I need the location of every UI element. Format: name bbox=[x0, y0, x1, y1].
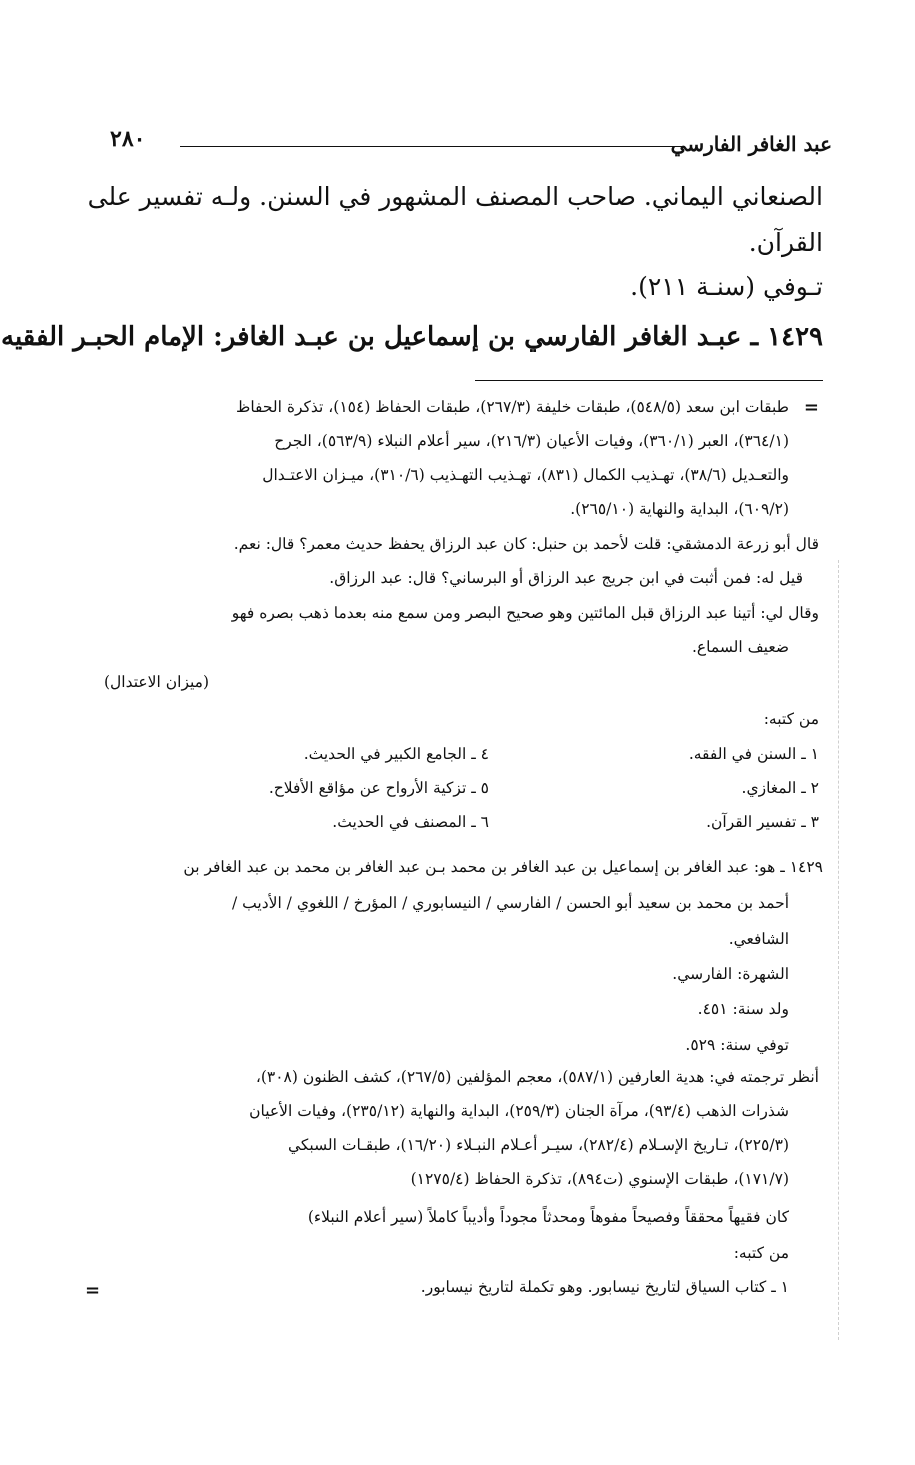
books-list bbox=[219, 742, 819, 852]
books-column-left bbox=[269, 742, 489, 844]
footnote-continuation-marker: = bbox=[803, 397, 819, 418]
footnote-line: كان فقيهاً محققاً وفصيحاً مفوهاً ومحدثاً مجوداً وأديباً كاملاً (سير أعلام النبلاء) bbox=[307, 1208, 789, 1226]
footnote-line: (٣٦٤/١)، العبر (٣٦٠/١)، وفيات الأعيان (٢١٦/٣)، سير أعلام النبلاء (٥٦٣/٩)، الجرح bbox=[274, 432, 789, 450]
header-rule bbox=[180, 146, 682, 147]
main-text-line: الصنعاني اليماني. صاحب المصنف المشهور في السنن. ولـه تفسير على bbox=[87, 182, 823, 211]
footnote-line: (٢٢٥/٣)، تـاريخ الإسـلام (٢٨٢/٤)، سيـر أعـلام النبـلاء (١٦/٢٠)، طبقـات السبكي bbox=[287, 1136, 789, 1154]
footnote-line: من كتبه: bbox=[733, 1244, 789, 1262]
running-header bbox=[110, 126, 832, 166]
scan-margin-line bbox=[838, 560, 840, 1340]
quote-source: (ميزان الاعتدال) bbox=[104, 673, 210, 691]
book-item: ٤ ـ الجامع الكبير في الحديث. bbox=[303, 745, 489, 763]
footnote-line: والتعـديل (٣٨/٦)، تهـذيب الكمال (٨٣١)، تهـذيب التهـذيب (٣١٠/٦)، ميـزان الاعتـدال bbox=[262, 466, 789, 484]
footnote-line: ولد سنة: ٤٥١. bbox=[697, 1000, 789, 1018]
book-item: ٢ ـ المغازي. bbox=[741, 779, 819, 797]
books-column-right bbox=[689, 742, 819, 844]
footnote-line: (١٧١/٧)، طبقات الإسنوي (ت٨٩٤)، تذكرة الحفاظ (١٢٧٥/٤) bbox=[410, 1170, 789, 1188]
footnote-line: شذرات الذهب (٩٣/٤)، مرآة الجنان (٢٥٩/٣)، البداية والنهاية (٢٣٥/١٢)، وفيات الأعيان bbox=[249, 1102, 789, 1120]
footnote-line: توفي سنة: ٥٢٩. bbox=[685, 1036, 789, 1054]
footnote-line: أنظر ترجمته في: هدية العارفين (٥٨٧/١)، معجم المؤلفين (٢٦٧/٥)، كشف الظنون (٣٠٨)، bbox=[255, 1068, 819, 1086]
book-item: ٦ ـ المصنف في الحديث. bbox=[332, 813, 489, 831]
running-title: عبد الغافر الفارسي bbox=[670, 132, 832, 156]
footnote-line: الشافعي. bbox=[728, 930, 789, 948]
footnote-line: وقال لي: أتينا عبد الرزاق قبل المائتين وهو صحيح البصر ومن سمع منه بعدما ذهب بصره فهو bbox=[231, 604, 819, 622]
footnote-separator bbox=[475, 380, 823, 381]
footnote-line: ضعيف السماع. bbox=[691, 638, 789, 656]
main-text-line: القرآن. bbox=[748, 228, 823, 257]
footnote-line: أحمد بن محمد بن سعيد أبو الحسن / الفارسي / النيسابوري / المؤرخ / اللغوي / الأديب / bbox=[232, 894, 789, 912]
book-item: ٣ ـ تفسير القرآن. bbox=[706, 813, 819, 831]
books-heading: من كتبه: bbox=[763, 710, 819, 728]
footnote-line: (٦٠٩/٢)، البداية والنهاية (٢٦٥/١٠). bbox=[570, 500, 789, 518]
book-item: ١ ـ السنن في الفقه. bbox=[688, 745, 819, 763]
page-number: ٢٨٠ bbox=[110, 126, 146, 152]
book-item: ٥ ـ تزكية الأرواح عن مؤاقع الأفلاح. bbox=[268, 779, 489, 797]
continuation-marker: = bbox=[85, 1280, 101, 1301]
main-text-line: تـوفي (سنـة ٢١١). bbox=[630, 272, 823, 301]
footnote-line: ١ ـ كتاب السياق لتاريخ نيسابور. وهو تكملة لتاريخ نيسابور. bbox=[420, 1278, 789, 1296]
footnote-line: الشهرة: الفارسي. bbox=[672, 965, 789, 983]
footnote-line: ١٤٢٩ ـ هو: عبد الغافر بن إسماعيل بن عبد الغافر بن محمد بـن عبد الغافر بن محمد بن عبد الغافر بن bbox=[183, 858, 823, 876]
footnote-line: طبقات ابن سعد (٥٤٨/٥)، طبقات خليفة (٢٦٧/٣)، طبقات الحفاظ (١٥٤)، تذكرة الحفاظ bbox=[236, 398, 789, 416]
entry-heading: ١٤٢٩ ـ عبـد الغافر الفارسي بن إسماعيل بن عبـد الغافر: الإمام الحبـر الفقيه bbox=[1, 322, 823, 352]
footnote-line: قيل له: فمن أثبت في ابن جريج عبد الرزاق أو البرساني؟ قال: عبد الرزاق. bbox=[329, 569, 803, 587]
footnote-line: قال أبو زرعة الدمشقي: قلت لأحمد بن حنبل: كان عبد الرزاق يحفظ حديث معمر؟ قال: نعم. bbox=[233, 535, 819, 553]
